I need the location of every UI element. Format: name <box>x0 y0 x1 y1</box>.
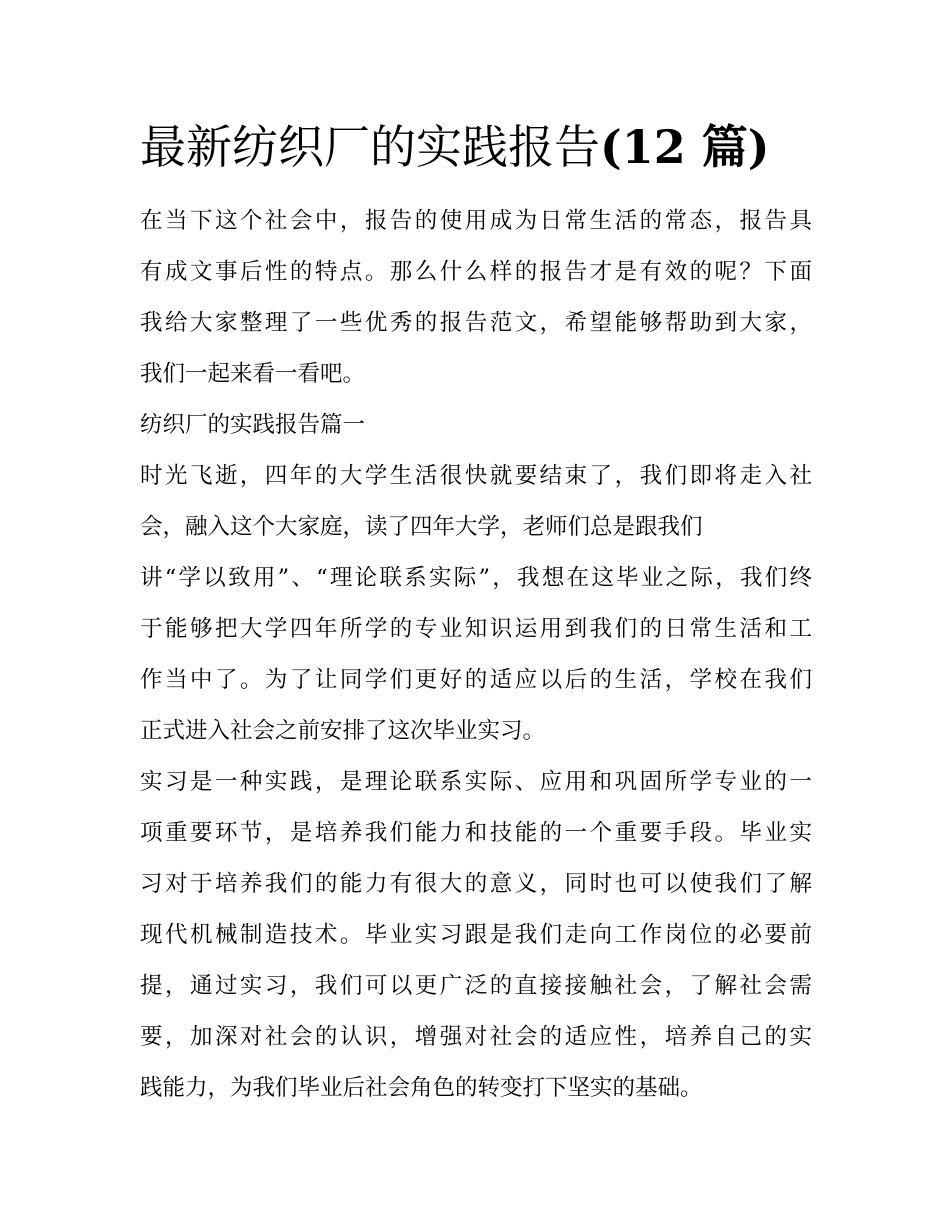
paragraph-line: 于能够把大学四年所学的专业知识运用到我们的日常生活和工 <box>140 616 812 642</box>
title-main: 最新纺织厂的实践报告 <box>140 120 600 174</box>
paragraph-line: 我们一起来看一看吧。 <box>140 361 366 387</box>
paragraph-line: 时光飞逝，四年的大学生活很快就要结束了，我们即将走入社 <box>140 463 812 489</box>
paragraph-line: 提，通过实习，我们可以更广泛的直接接触社会，了解社会需 <box>140 973 812 999</box>
paragraph-line: 正式进入社会之前安排了这次毕业实习。 <box>140 718 546 744</box>
section-heading: 纺织厂的实践报告篇一 <box>140 412 366 438</box>
paragraph-line: 习对于培养我们的能力有很大的意义，同时也可以使我们了解 <box>140 871 812 897</box>
paragraph-line: 有成文事后性的特点。那么什么样的报告才是有效的呢？下面 <box>140 259 812 285</box>
paragraph-line: 讲“学以致用”、“理论联系实际”，我想在这毕业之际，我们终 <box>140 565 812 591</box>
paragraph-line: 我给大家整理了一些优秀的报告范文，希望能够帮助到大家， <box>140 310 812 336</box>
paragraph-line: 实习是一种实践，是理论联系实际、应用和巩固所学专业的一 <box>140 769 812 795</box>
paragraph-line: 现代机械制造技术。毕业实习跟是我们走向工作岗位的必要前 <box>140 922 812 948</box>
paragraph-line: 践能力，为我们毕业后社会角色的转变打下坚实的基础。 <box>140 1075 703 1101</box>
document-title <box>140 117 860 177</box>
title-count: (12 篇) <box>600 120 770 174</box>
paragraph-line: 在当下这个社会中，报告的使用成为日常生活的常态，报告具 <box>140 208 812 234</box>
paragraph-line: 项重要环节，是培养我们能力和技能的一个重要手段。毕业实 <box>140 820 812 846</box>
paragraph-line: 作当中了。为了让同学们更好的适应以后的生活，学校在我们 <box>140 667 812 693</box>
paragraph-line: 要，加深对社会的认识，增强对社会的适应性，培养自己的实 <box>140 1024 812 1050</box>
paragraph-line: 会，融入这个大家庭，读了四年大学，老师们总是跟我们 <box>140 514 703 540</box>
document-body <box>140 196 812 1114</box>
